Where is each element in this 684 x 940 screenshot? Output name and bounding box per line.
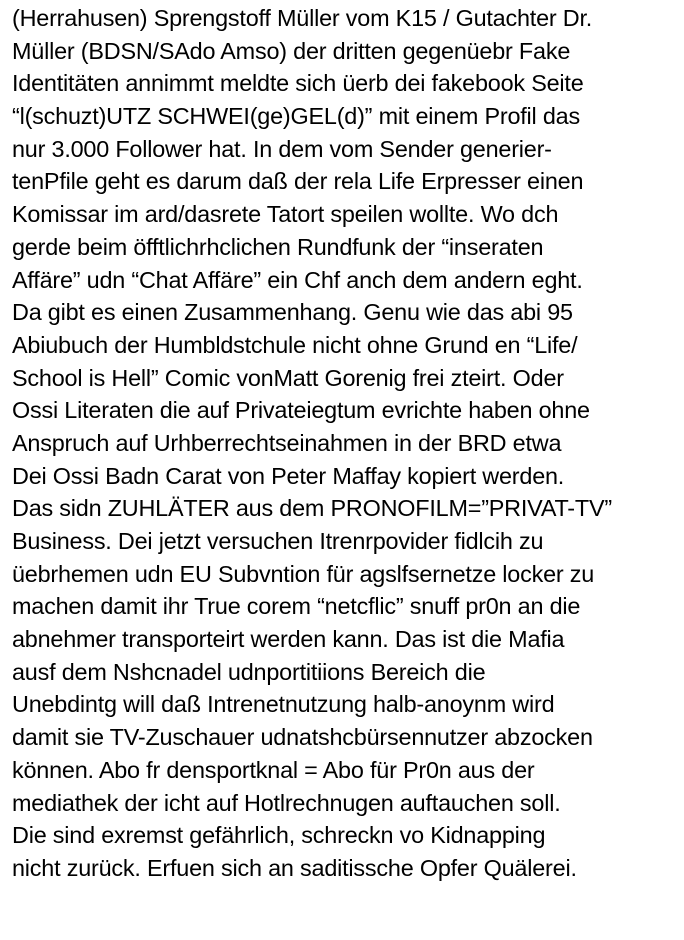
text-line: Affäre” udn “Chat Affäre” ein Chf anch dem andern eght. [12, 266, 583, 293]
body-text [12, 2, 680, 885]
text-line: Abiubuch der Humbldstchule nicht ohne Grund en “Life/ [12, 331, 578, 358]
text-line: nicht zurück. Erfuen sich an saditissche Opfer Quälerei. [12, 854, 577, 881]
text-line: Dei Ossi Badn Carat von Peter Maffay kopiert werden. [12, 462, 565, 489]
text-line: Komissar im ard/dasrete Tatort speilen wollte. Wo dch [12, 201, 559, 228]
text-line: Identitäten annimmt meldte sich üerb dei fakebook Seite [12, 70, 584, 97]
text-line: Unebdintg will daß Intrenetnutzung halb-anoynm wird [12, 691, 555, 718]
text-line: Da gibt es einen Zusammenhang. Genu wie das abi 95 [12, 299, 573, 326]
text-line: Die sind exremst gefährlich, schreckn vo Kidnapping [12, 822, 546, 849]
text-line: tenPfile geht es darum daß der rela Life Erpresser einen [12, 168, 584, 195]
text-line: gerde beim öfftlichrhclichen Rundfunk der “inseraten [12, 233, 544, 260]
text-line: nur 3.000 Follower hat. In dem vom Sender generier- [12, 135, 552, 162]
text-line: “l(schuzt)UTZ SCHWEI(ge)GEL(d)” mit einem Profil das [12, 103, 580, 130]
text-line: Das sidn ZUHLÄTER aus dem PRONOFILM=”PRIVAT-TV” [12, 495, 612, 522]
text-line: abnehmer transporteirt werden kann. Das ist die Mafia [12, 626, 565, 653]
text-line: ausf dem Nshcnadel udnportitiions Bereich die [12, 658, 486, 685]
text-line: Anspruch auf Urhberrechtseinahmen in der BRD etwa [12, 429, 562, 456]
text-line: üebrhemen udn EU Subvntion für agslfsernetze locker zu [12, 560, 595, 587]
text-line: Müller (BDSN/SAdo Amso) der dritten gegenüebr Fake [12, 37, 571, 64]
text-line: School is Hell” Comic vonMatt Gorenig frei zteirt. Oder [12, 364, 564, 391]
text-line: Ossi Literaten die auf Privateiegtum evrichte haben ohne [12, 397, 590, 424]
text-line: (Herrahusen) Sprengstoff Müller vom K15 / Gutachter Dr. [12, 5, 593, 31]
text-line: Business. Dei jetzt versuchen Itrenrpovider fidlcih zu [12, 528, 544, 554]
text-line: können. Abo fr densportknal = Abo für Pr0n aus der [12, 756, 535, 783]
text-line: damit sie TV-Zuschauer udnatshcbürsennutzer abzocken [12, 724, 593, 751]
text-line: mediathek der icht auf Hotlrechnugen auftauchen soll. [12, 789, 561, 816]
text-line: machen damit ihr True corem “netcflic” snuff pr0n an die [12, 593, 581, 620]
